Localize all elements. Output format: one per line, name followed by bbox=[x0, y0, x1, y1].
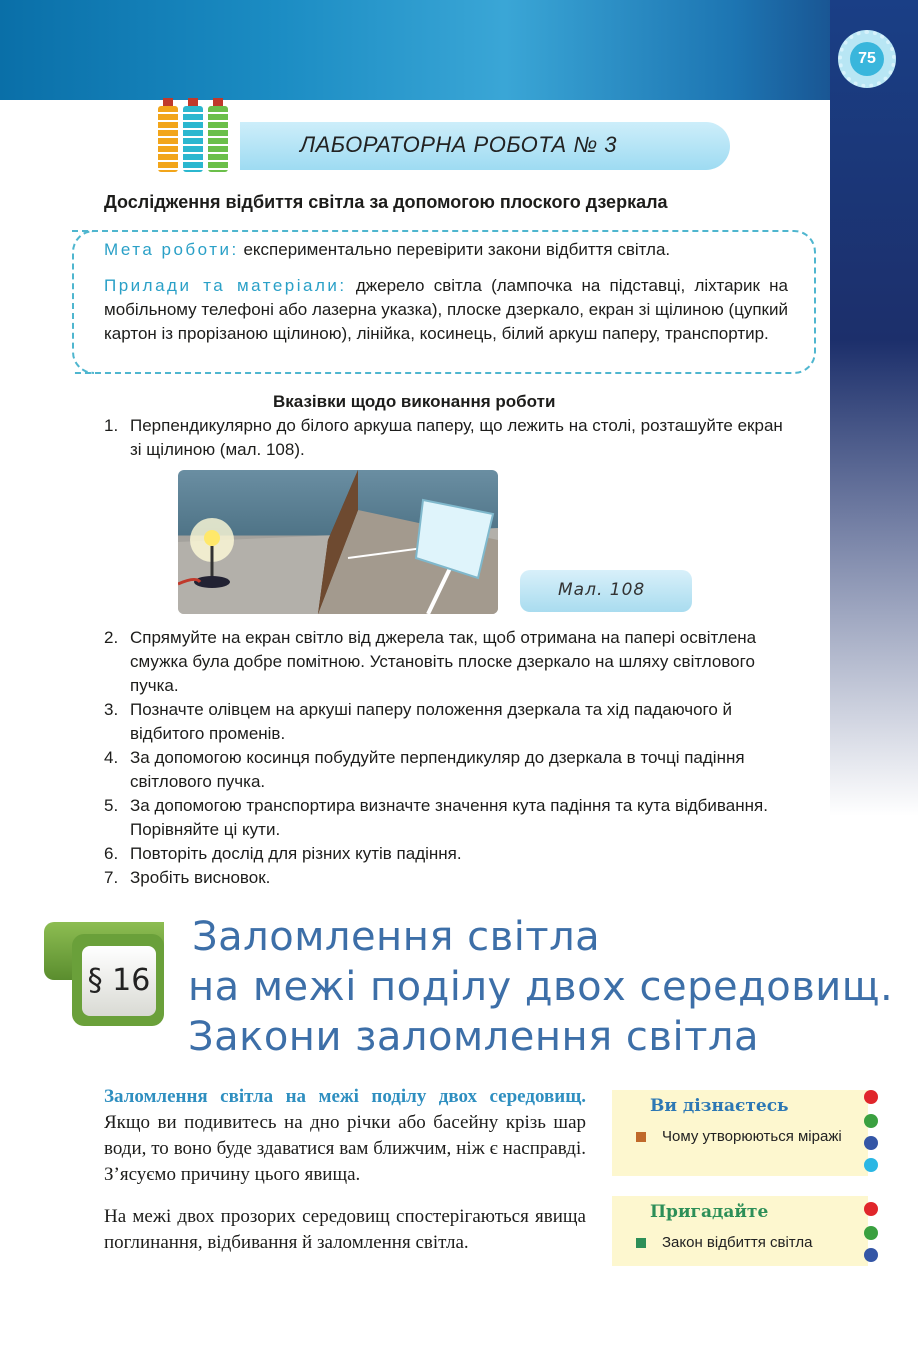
step-text: За допомогою транспортира визначте значення кута падіння та кута відбивання. Порівняйте ці кути. bbox=[130, 796, 768, 839]
materials-label: Прилади та матеріали: bbox=[104, 276, 347, 295]
materials-text: джерело світла (лампочка на підставці, ліхтарик на мобільному телефоні або лазерна указка), плоске дзеркало, екран зі щілиною (цупкий картон із прорізаною щілиною), лінійка, косинець, білий аркуш паперу, транспортир. bbox=[104, 276, 788, 343]
green-dot-icon bbox=[864, 1226, 878, 1240]
figure-caption: Мал. 108 bbox=[558, 580, 646, 600]
step-number: 7. bbox=[104, 868, 119, 887]
step-number: 4. bbox=[104, 748, 119, 767]
section-title-line: Закони заломлення світла bbox=[188, 1014, 759, 1060]
learn-card-title: Ви дізнаєтесь bbox=[650, 1096, 789, 1116]
figure-108-illustration bbox=[178, 470, 498, 614]
step-number: 3. bbox=[104, 700, 119, 719]
materials-paragraph bbox=[104, 274, 788, 346]
step-number: 1. bbox=[104, 416, 119, 435]
step-text: За допомогою косинця побудуйте перпендикуляр до дзеркала в точці падіння світлового пучка. bbox=[130, 748, 745, 791]
step-text: Спрямуйте на екран світло від джерела так, щоб отримана на папері освітлена смужка була добре помітною. Установіть плоске дзеркало на шляху світлового пучка. bbox=[130, 628, 757, 695]
lab-title: ЛАБОРАТОРНА РОБОТА № 3 bbox=[300, 132, 617, 157]
header-decor-band bbox=[0, 0, 918, 100]
paragraph-text: Якщо ви подивитесь на дно річки або басейну крізь шар води, то воно буде здаватися вам ближчим, ніж є насправді. З’ясуємо причину цього явища. bbox=[104, 1112, 586, 1185]
blue-dot-icon bbox=[864, 1136, 878, 1150]
section-number: § 16 bbox=[82, 946, 156, 1016]
step-number: 6. bbox=[104, 844, 119, 863]
experiment-drawing bbox=[178, 470, 498, 614]
goal-label: Мета роботи: bbox=[104, 240, 239, 259]
paragraph-lead: Заломлення світла на межі поділу двох середовищ. bbox=[104, 1086, 586, 1107]
goal-paragraph bbox=[104, 238, 788, 262]
green-dot-icon bbox=[864, 1114, 878, 1128]
section-badge bbox=[44, 918, 168, 1028]
step-text: Повторіть дослід для різних кутів падіння. bbox=[130, 844, 462, 863]
section-title-line: на межі поділу двох середовищ. bbox=[188, 964, 894, 1010]
recall-card-title: Пригадайте bbox=[650, 1202, 769, 1222]
section-title-line: Заломлення світла bbox=[192, 914, 601, 960]
goal-text: експериментально перевірити закони відбиття світла. bbox=[238, 240, 671, 259]
red-dot-icon bbox=[864, 1090, 878, 1104]
paragraph-text: На межі двох прозорих середовищ спостерігаються явища поглинання, відбивання й заломлення світла. bbox=[104, 1206, 586, 1253]
red-dot-icon bbox=[864, 1202, 878, 1216]
batteries-icon bbox=[158, 98, 238, 174]
body-paragraph-2 bbox=[104, 1204, 586, 1256]
step-number: 2. bbox=[104, 628, 119, 647]
page-number-badge bbox=[838, 30, 896, 88]
step-number: 5. bbox=[104, 796, 119, 815]
blue-dot-icon bbox=[864, 1248, 878, 1262]
learn-item: Чому утворюються міражі bbox=[662, 1128, 842, 1145]
step-text: Зробіть висновок. bbox=[130, 868, 271, 887]
step-text: Перпендикулярно до білого аркуша паперу, що лежить на столі, розташуйте екран зі щілиною (мал. 108). bbox=[130, 416, 783, 459]
learn-bullet-icon bbox=[636, 1132, 646, 1142]
recall-bullet-icon bbox=[636, 1238, 646, 1248]
cyan-dot-icon bbox=[864, 1158, 878, 1172]
section-title bbox=[188, 912, 893, 1062]
step-text: Позначте олівцем на аркуші паперу положення дзеркала та хід падаючого й відбитого променів. bbox=[130, 700, 733, 743]
body-paragraph-1 bbox=[104, 1084, 586, 1188]
instructions-heading: Вказівки щодо виконання роботи bbox=[273, 392, 556, 411]
recall-item: Закон відбиття світла bbox=[662, 1234, 813, 1251]
page-number: 75 bbox=[850, 42, 884, 76]
lab-subtitle: Дослідження відбиття світла за допомогою плоского дзеркала bbox=[104, 192, 668, 212]
